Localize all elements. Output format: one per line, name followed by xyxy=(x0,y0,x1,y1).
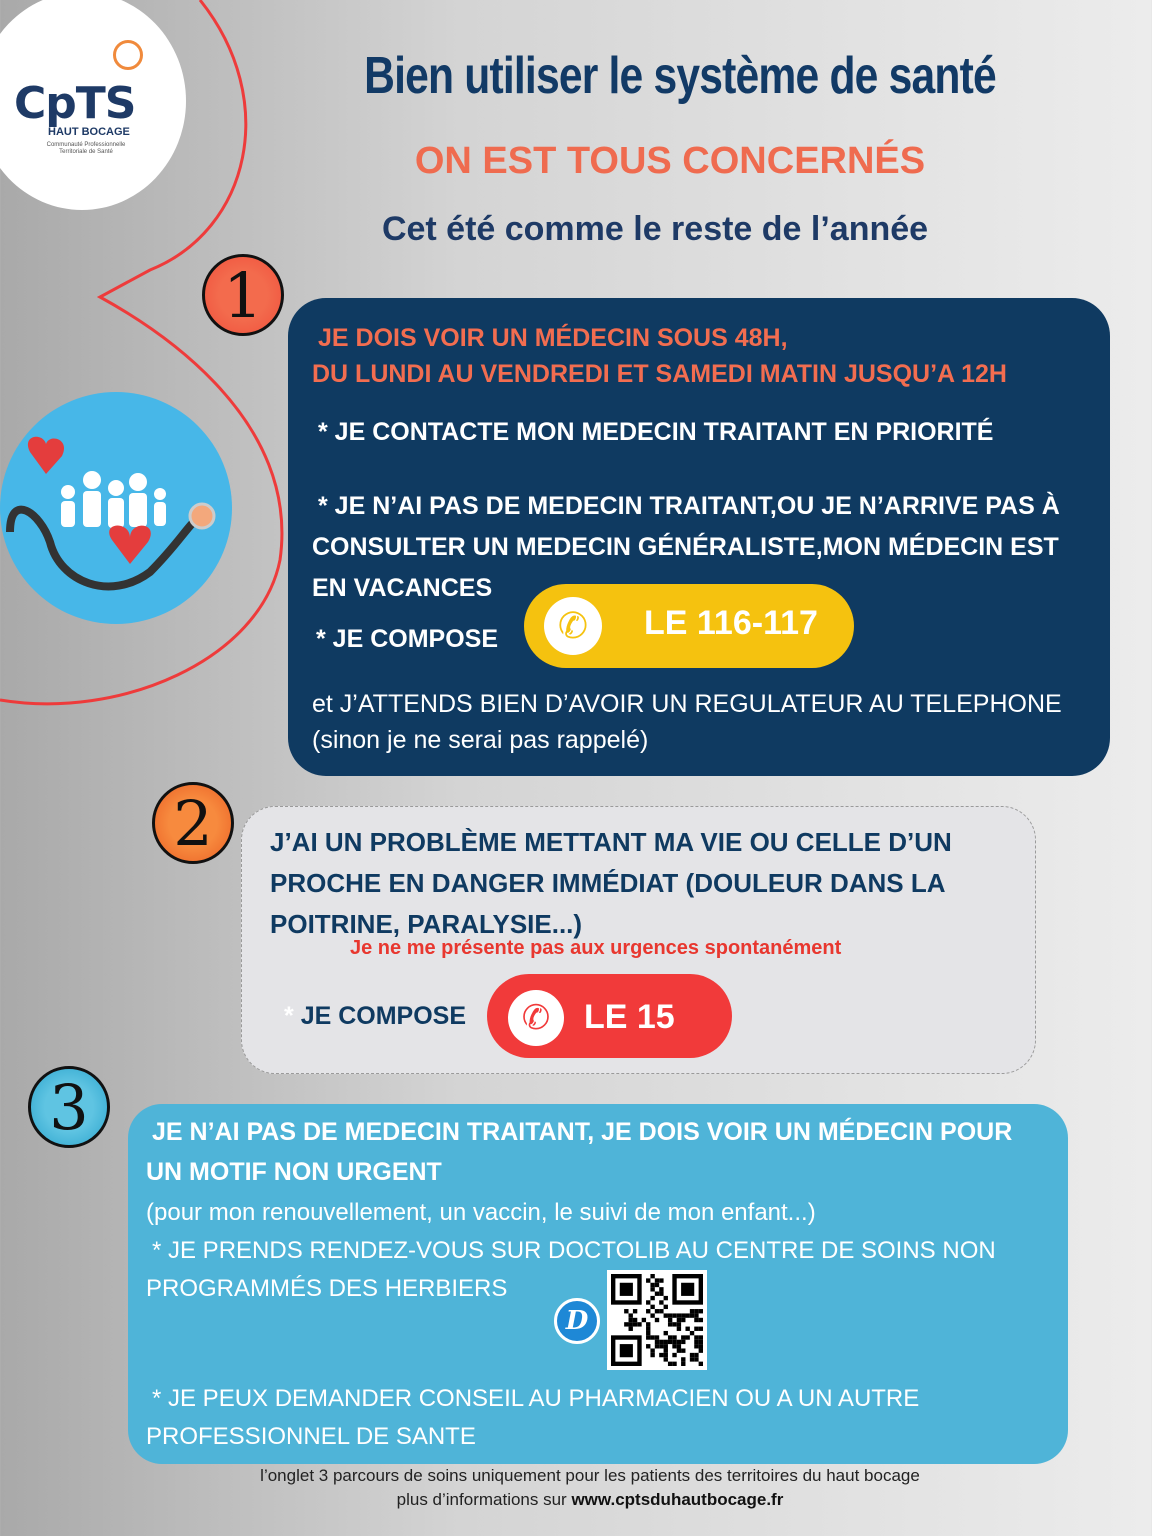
section-2-warning: Je ne me présente pas aux urgences spontanément xyxy=(350,937,842,959)
section-1-heading-line2: DU LUNDI AU VENDREDI ET SAMEDI MATIN JUSQU’A 12H xyxy=(312,360,1007,388)
section-1-note-line2: (sinon je ne serai pas rappelé) xyxy=(312,726,649,754)
page-tagline: Cet été comme le reste de l’année xyxy=(381,210,929,248)
page-title: Bien utiliser le système de santé xyxy=(364,47,996,105)
section-1-item-2-line2: CONSULTER UN MEDECIN GÉNÉRALISTE,MON MÉDECIN EST xyxy=(312,533,1059,561)
page-subtitle: ON EST TOUS CONCERNÉS xyxy=(414,140,926,182)
section-1-note xyxy=(312,686,1062,758)
qr-code-icon xyxy=(607,1270,707,1370)
section-3-item-1-line1: * JE PRENDS RENDEZ-VOUS SUR DOCTOLIB AU CENTRE DE SOINS NON xyxy=(152,1237,996,1264)
section-3-item-2-line2: PROFESSIONNEL DE SANTE xyxy=(146,1423,476,1450)
section-2-compose-label: JE COMPOSE xyxy=(300,1002,467,1030)
section-1-item-2-line3: EN VACANCES xyxy=(312,574,493,602)
section-2-heading-line1: J’AI UN PROBLÈME METTANT MA VIE OU CELLE D’UN xyxy=(270,827,952,857)
section-1-heading-line1: JE DOIS VOIR UN MÉDECIN SOUS 48H, xyxy=(318,324,788,352)
section-3-heading xyxy=(146,1112,1012,1192)
section-2-heading xyxy=(270,822,952,945)
doctolib-icon[interactable]: D xyxy=(554,1298,600,1344)
footer-info xyxy=(0,1490,1152,1510)
logo-tagline: Communauté Professionnelle Territoriale de Santé xyxy=(46,142,126,155)
section-2-compose xyxy=(284,1002,466,1031)
section-3-item-1 xyxy=(146,1232,996,1308)
section-1-item-1: * JE CONTACTE MON MEDECIN TRAITANT EN PRIORITÉ xyxy=(318,418,994,446)
qr-code[interactable] xyxy=(607,1270,707,1370)
section-1-heading xyxy=(312,320,1007,392)
lightbulb-icon xyxy=(113,40,143,70)
logo-text: CpTS xyxy=(14,78,136,129)
section-1-compose: * JE COMPOSE xyxy=(316,625,498,653)
logo-subtitle: HAUT BOCAGE xyxy=(48,126,130,138)
section-3-item-1-line2: PROGRAMMÉS DES HERBIERS xyxy=(146,1275,508,1302)
website-link[interactable]: www.cptsduhautbocage.fr xyxy=(571,1490,784,1509)
section-3-heading-line2: UN MOTIF NON URGENT xyxy=(146,1158,442,1186)
section-2-heading-line2: PROCHE EN DANGER IMMÉDIAT (DOULEUR DANS LA xyxy=(270,868,946,898)
section-3-item-2-line1: * JE PEUX DEMANDER CONSEIL AU PHARMACIEN OU A UN AUTRE xyxy=(152,1385,920,1412)
phone-icon: ✆ xyxy=(544,597,602,655)
section-1-item-2-line1: * JE N’AI PAS DE MEDECIN TRAITANT,OU JE N’ARRIVE PAS À xyxy=(318,492,1060,520)
section-1-note-line1: et J’ATTENDS BIEN D’AVOIR UN REGULATEUR AU TELEPHONE xyxy=(312,690,1062,718)
section-2-heading-line3: POITRINE, PARALYSIE...) xyxy=(270,909,583,939)
stethoscope-family-icon xyxy=(0,392,232,624)
footer-note: l’onglet 3 parcours de soins uniquement pour les patients des territoires du haut bocage xyxy=(260,1466,920,1485)
step-number-3: 3 xyxy=(28,1066,110,1148)
section-3-heading-line1: JE N’AI PAS DE MEDECIN TRAITANT, JE DOIS VOIR UN MÉDECIN POUR xyxy=(152,1118,1013,1146)
compose-star: * xyxy=(284,1002,294,1030)
phone-15-label: LE 15 xyxy=(584,998,675,1036)
section-3-paren: (pour mon renouvellement, un vaccin, le suivi de mon enfant...) xyxy=(146,1199,816,1226)
step-number-2: 2 xyxy=(152,782,234,864)
phone-icon: ✆ xyxy=(508,990,564,1046)
family-illustration xyxy=(0,392,232,624)
footer-info-prefix: plus d’informations sur xyxy=(396,1490,572,1509)
phone-116117-label: LE 116-117 xyxy=(644,604,818,642)
step-number-1: 1 xyxy=(202,254,284,336)
section-3-item-2 xyxy=(146,1380,919,1456)
